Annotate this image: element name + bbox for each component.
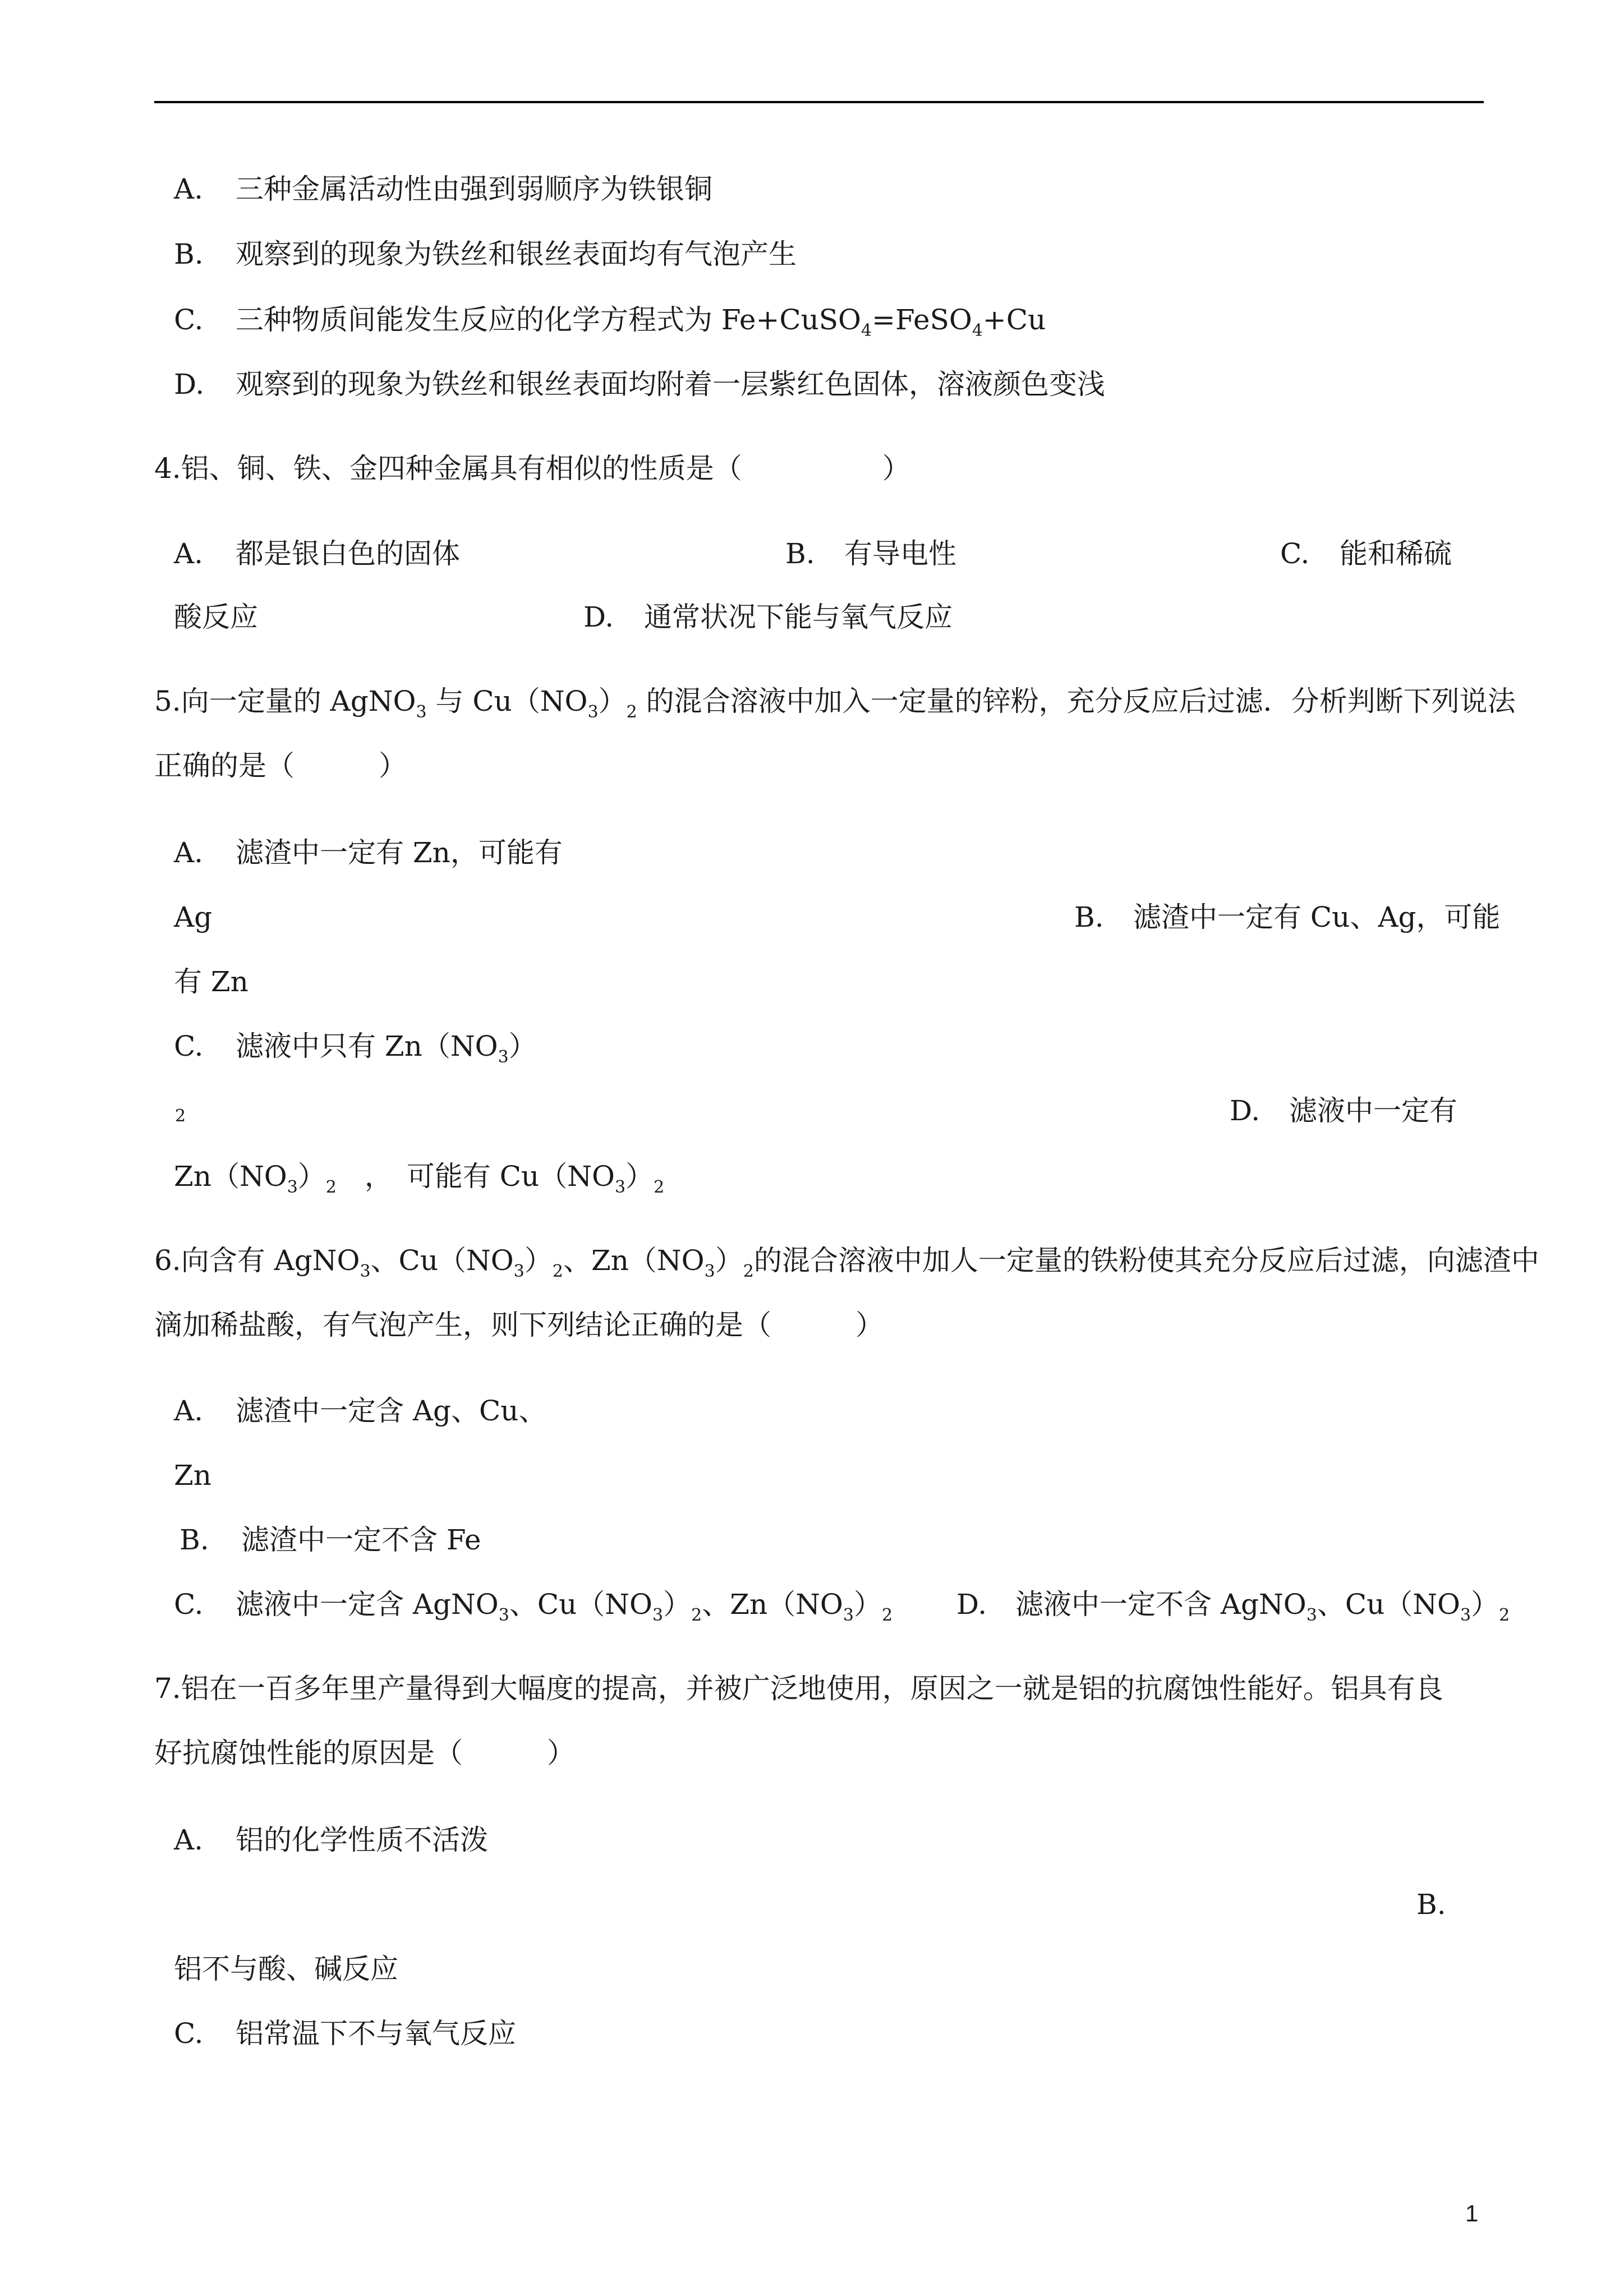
q6-stem-line1: 6.向含有 AgNO$_3$、$Cu(NO_3)_2$、$Zn(NO_3)_2$的混合溶液中加人一定量的铁粉使其充分反应后过滤，向滤渣中: [154, 1244, 1539, 1281]
q5-option-c-text: 滤液中只有 $Zn(NO_3)$: [236, 1030, 537, 1067]
q7-stem-line2: 好抗腐蚀性能的原因是（ ）: [154, 1737, 575, 1769]
q5-option-d-text-cont: $Zn(NO_3)_2$ ， 可能有 $Cu(NO_3)_2$: [174, 1160, 665, 1197]
q7-option-b-text: 铝不与酸、碱反应: [174, 1953, 398, 1985]
q4-option-d-letter: D.: [583, 601, 614, 633]
q5-option-b-text: 滤渣中一定有 Cu、Ag，可能: [1133, 901, 1501, 933]
q5-option-a-text-cont: Ag: [174, 901, 213, 933]
q5-option-c-subscript: 2: [175, 1106, 186, 1126]
q5-option-a-letter: A.: [174, 836, 204, 869]
q4-option-c-letter: C.: [1280, 537, 1310, 570]
q3-option-b-text: 观察到的现象为铁丝和银丝表面均有气泡产生: [236, 238, 797, 270]
header-rule: [154, 101, 1484, 103]
q5-option-b-letter: B.: [1074, 901, 1104, 933]
q6-option-a-letter: A.: [174, 1395, 204, 1427]
q6-option-a-text-cont: Zn: [174, 1459, 211, 1492]
q4-option-c-text-cont: 酸反应: [174, 601, 258, 633]
q5-option-a-text: 滤渣中一定有 Zn，可能有: [236, 836, 563, 869]
q7-option-a-text: 铝的化学性质不活泼: [236, 1824, 488, 1856]
q5-option-d-text: 滤液中一定有: [1289, 1094, 1457, 1127]
q4-stem: 4.铝、铜、铁、金四种金属具有相似的性质是（ ）: [154, 452, 910, 485]
q3-option-d-text: 观察到的现象为铁丝和银丝表面均附着一层紫红色固体，溶液颜色变浅: [236, 368, 1105, 401]
q5-option-c-letter: C.: [174, 1030, 204, 1062]
q4-option-c-text: 能和稀硫: [1340, 537, 1452, 570]
q7-option-b-letter: B.: [1416, 1888, 1446, 1921]
q6-option-b-text: 滤渣中一定不含 Fe: [241, 1524, 481, 1556]
q5-stem-line1: 5.向一定量的 AgNO$_3$ 与 $Cu(NO_3)_2$ 的混合溶液中加入一定量的锌粉，充分反应后过滤．分析判断下列说法: [154, 685, 1516, 722]
q6-stem-line2: 滴加稀盐酸，有气泡产生，则下列结论正确的是（ ）: [154, 1309, 884, 1341]
q7-option-c-letter: C.: [174, 2017, 204, 2050]
q6-option-a-text: 滤渣中一定含 Ag、Cu、: [236, 1395, 547, 1427]
page-number: 1: [1465, 2200, 1479, 2226]
q7-option-a-letter: A.: [174, 1824, 204, 1856]
q3-option-a-letter: A.: [174, 173, 204, 205]
q6-option-d-letter: D.: [956, 1588, 987, 1621]
q5-stem-line2: 正确的是（ ）: [154, 749, 407, 782]
q7-option-c-text: 铝常温下不与氧气反应: [236, 2017, 516, 2050]
q4-option-b-letter: B.: [785, 537, 815, 570]
q6-option-d-text: 滤液中一定不含 AgNO$_3$、$Cu(NO_3)_2$: [1015, 1588, 1510, 1625]
q3-option-c-text: 三种物质间能发生反应的化学方程式为 Fe+CuSO$_4$=FeSO$_4$+Cu: [236, 303, 1046, 341]
q4-option-d-text: 通常状况下能与氧气反应: [644, 601, 953, 633]
q4-option-b-text: 有导电性: [844, 537, 956, 570]
q3-option-b-letter: B.: [174, 238, 204, 270]
q5-option-d-letter: D.: [1230, 1094, 1260, 1127]
q3-option-d-letter: D.: [174, 368, 205, 401]
q7-stem-line1: 7.铝在一百多年里产量得到大幅度的提高，并被广泛地使用，原因之一就是铝的抗腐蚀性能好。铝具有良: [154, 1672, 1443, 1705]
q6-option-c-letter: C.: [174, 1588, 204, 1621]
q3-option-c-letter: C.: [174, 303, 204, 336]
q6-option-b-letter: B.: [180, 1524, 209, 1556]
q4-option-a-letter: A.: [174, 537, 204, 570]
q4-option-a-text: 都是银白色的固体: [236, 537, 460, 570]
q5-option-b-text-cont: 有 Zn: [174, 965, 249, 998]
q6-option-c-text: 滤液中一定含 AgNO$_3$、$Cu(NO_3)_2$、$Zn(NO_3)_2$: [236, 1588, 893, 1625]
q3-option-a-text: 三种金属活动性由强到弱顺序为铁银铜: [236, 173, 712, 205]
